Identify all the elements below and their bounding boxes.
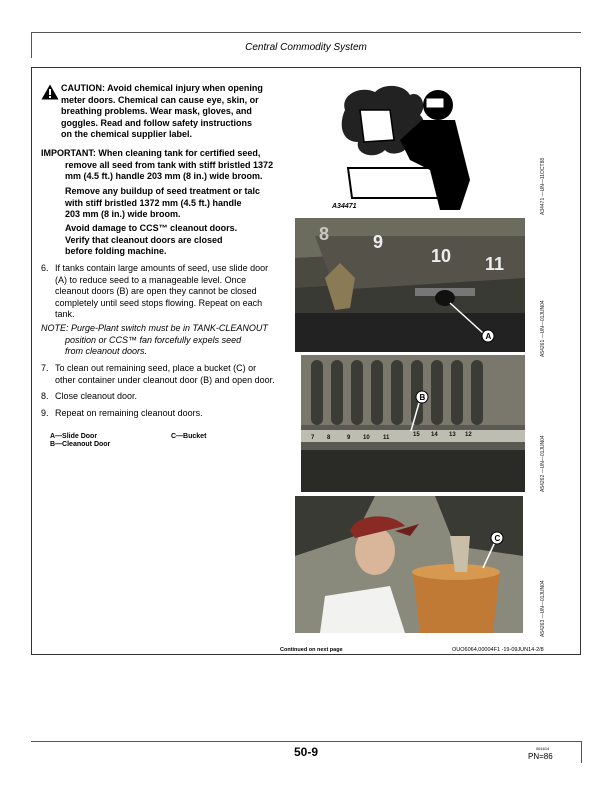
- important-heading: IMPORTANT: When cleaning tank for certified seed,: [41, 148, 261, 158]
- running-header: Central Commodity System: [245, 42, 367, 53]
- cleanout-door-photo: [301, 355, 525, 492]
- bay-number: 11: [485, 254, 505, 274]
- step-number: 8.: [41, 391, 49, 401]
- callout-a: A: [485, 332, 492, 341]
- note-line: position or CCS™ fan forcefully expels seed: [65, 334, 242, 345]
- important-line: before folding machine.: [65, 246, 167, 256]
- caution-line: on the chemical supplier label.: [61, 129, 193, 139]
- print-code: 061614: [536, 746, 550, 751]
- bay-number: 9: [347, 435, 351, 441]
- step-text: [55, 391, 285, 403]
- bay-number: 12: [465, 432, 472, 438]
- step-line: (A) to reduce seed to a manageable level. Once: [55, 274, 247, 285]
- step-text: [55, 408, 285, 420]
- step-9: [41, 408, 291, 420]
- step-text: [55, 263, 285, 321]
- important-line: Verify that cleanout doors are closed: [65, 234, 223, 245]
- important-para-2: [65, 186, 290, 221]
- bay-number: 8: [327, 435, 331, 441]
- bay-number: 14: [431, 432, 438, 438]
- note-block: [41, 323, 291, 358]
- continued-notice: Continued on next page: [280, 647, 343, 653]
- important-line: mm (4.5 ft.) handle 203 mm (8 in.) wide broom.: [65, 171, 263, 181]
- slide-door-photo: [295, 218, 525, 352]
- bay-number: 9: [373, 232, 384, 252]
- safety-illustration: [330, 80, 520, 218]
- document-reference: OUO6064,00004F1 -19-09JUN14-2/8: [452, 647, 544, 653]
- step-line: Close cleanout door.: [55, 391, 138, 401]
- step-number: 6.: [41, 263, 49, 273]
- pn-number: PN=86: [528, 752, 553, 761]
- important-line: 203 mm (8 in.) wide broom.: [65, 209, 181, 219]
- step-line: tank.: [55, 309, 75, 319]
- bay-number: 8: [319, 224, 330, 244]
- footer-rule: [31, 741, 581, 742]
- figure-code: A34471 —UN—11OCT88: [540, 157, 546, 215]
- caution-line: goggles. Read and follow safety instructions: [61, 117, 253, 128]
- legend-b: B—Cleanout Door: [50, 441, 111, 448]
- step-line: completely until seed stops flowing. Repeat on each: [55, 297, 263, 308]
- bay-number: 11: [383, 435, 390, 441]
- bay-number: 7: [311, 435, 315, 441]
- bucket-photo: [295, 496, 523, 633]
- step-line: If tanks contain large amounts of seed, use slide door: [55, 263, 269, 273]
- important-line: Remove any buildup of seed treatment or talc: [65, 186, 261, 196]
- step-7: [41, 363, 291, 387]
- important-para-1: [65, 160, 290, 183]
- caution-line: CAUTION: Avoid chemical injury when opening: [61, 83, 263, 93]
- legend-a: A—Slide Door: [50, 433, 98, 440]
- note-line: NOTE: Purge-Plant switch must be in TANK-CLEANOUT: [41, 323, 268, 333]
- page-number: 50-9: [293, 745, 319, 759]
- header-rule: [31, 32, 581, 33]
- callout-c: C: [494, 534, 501, 543]
- warning-triangle-icon: [41, 84, 59, 100]
- step-8: [41, 391, 291, 403]
- bay-number: 13: [449, 432, 456, 438]
- important-line: Avoid damage to CCS™ cleanout doors.: [65, 223, 238, 233]
- bay-number: 15: [413, 432, 420, 438]
- caution-line: breathing problems. Wear mask, gloves, and: [61, 106, 252, 116]
- note-line: from cleanout doors.: [65, 346, 148, 356]
- figure-code: A54263 —UN—01JUN04: [540, 580, 546, 637]
- step-text: [55, 363, 285, 386]
- figure-code: A54261 —UN—01JUN04: [540, 300, 546, 357]
- step-line: Repeat on remaining cleanout doors.: [55, 408, 203, 418]
- step-number: 9.: [41, 408, 49, 418]
- bay-number: 10: [431, 246, 452, 266]
- legend-c: C—Bucket: [171, 433, 207, 440]
- caution-line: meter doors. Chemical can cause eye, skin, or: [61, 94, 259, 105]
- bay-number: 10: [363, 435, 370, 441]
- step-line: cleanout doors (B) are open they cannot be closed: [55, 286, 257, 296]
- figure-caption: A34471: [332, 203, 357, 210]
- important-line: remove all seed from tank with stiff bristled 1372: [65, 159, 274, 170]
- figure-code: A54262 —UN—01JUN04: [540, 435, 546, 492]
- step-line: To clean out remaining seed, place a bucket (C) or: [55, 363, 257, 373]
- step-6: [41, 263, 291, 323]
- step-line: other container under cleanout door (B) and open door.: [55, 374, 275, 385]
- callout-b: B: [419, 393, 426, 402]
- caution-block: [61, 83, 286, 141]
- important-para-3: [65, 223, 290, 258]
- step-number: 7.: [41, 363, 49, 373]
- important-line: with stiff bristled 1372 mm (4.5 ft.) handle: [65, 197, 242, 208]
